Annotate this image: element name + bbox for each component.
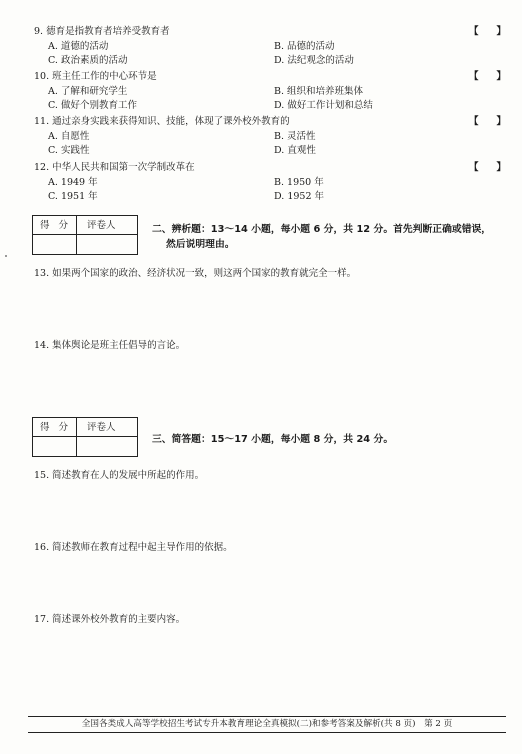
grader-label: 评卷人 (87, 422, 116, 433)
answer-bracket-12: 【 】 (469, 162, 509, 173)
question-11-option-b: B. 灵活性 (274, 131, 316, 142)
question-9-stem: 9. 德育是指教育者培养受教育者 (34, 26, 170, 37)
question-12-option-b: B. 1950 年 (274, 177, 324, 188)
question-9-option-b: B. 品德的活动 (274, 41, 335, 52)
question-14: 14. 集体舆论是班主任倡导的言论。 (34, 340, 186, 351)
question-11-stem: 11. 通过亲身实践来获得知识、技能，体现了课外校外教育的 (34, 116, 290, 127)
question-10-option-c: C. 做好个别教育工作 (48, 100, 137, 111)
question-10-option-b: B. 组织和培养班集体 (274, 86, 364, 97)
page-footer: 全国各类成人高等学校招生考试专升本教育理论全真模拟(二)和参考答案及解析(共 8 页) 第 2 页 (28, 716, 506, 733)
score-label: 得 分 (40, 422, 72, 433)
question-11-option-a: A. 自愿性 (48, 131, 90, 142)
section-2-title-continued: 然后说明理由。 (166, 239, 235, 250)
question-12-stem: 12. 中华人民共和国第一次学制改革在 (34, 162, 195, 173)
score-label: 得 分 (40, 220, 72, 231)
question-9-option-c: C. 政治素质的活动 (48, 55, 128, 66)
section-2-title: 二、辨析题：13～14 小题，每小题 6 分，共 12 分。首先判断正确或错误， (152, 224, 492, 235)
question-9-option-d: D. 法纪观念的活动 (274, 55, 354, 66)
question-11-option-c: C. 实践性 (48, 145, 90, 156)
question-13: 13. 如果两个国家的政治、经济状况一致，则这两个国家的教育就完全一样。 (34, 268, 357, 279)
question-15: 15. 简述教育在人的发展中所起的作用。 (34, 470, 205, 481)
question-16: 16. 简述教师在教育过程中起主导作用的依据。 (34, 542, 233, 553)
question-12-option-d: D. 1952 年 (274, 191, 325, 202)
question-10-stem: 10. 班主任工作的中心环节是 (34, 71, 157, 82)
scan-mark (5, 255, 7, 257)
answer-bracket-10: 【 】 (469, 71, 509, 82)
section-3-title: 三、简答题：15～17 小题，每小题 8 分，共 24 分。 (152, 434, 394, 445)
answer-bracket-11: 【 】 (469, 116, 509, 127)
question-12-option-a: A. 1949 年 (48, 177, 98, 188)
question-11-option-d: D. 直观性 (274, 145, 316, 156)
question-10-option-a: A. 了解和研究学生 (48, 86, 128, 97)
score-box-section-3 (32, 417, 138, 457)
question-17: 17. 简述课外校外教育的主要内容。 (34, 614, 186, 625)
score-box-section-2 (32, 215, 138, 255)
question-9-option-a: A. 道德的活动 (48, 41, 109, 52)
question-10-option-d: D. 做好工作计划和总结 (274, 100, 373, 111)
grader-label: 评卷人 (87, 220, 116, 231)
question-12-option-c: C. 1951 年 (48, 191, 98, 202)
answer-bracket-9: 【 】 (469, 26, 509, 37)
